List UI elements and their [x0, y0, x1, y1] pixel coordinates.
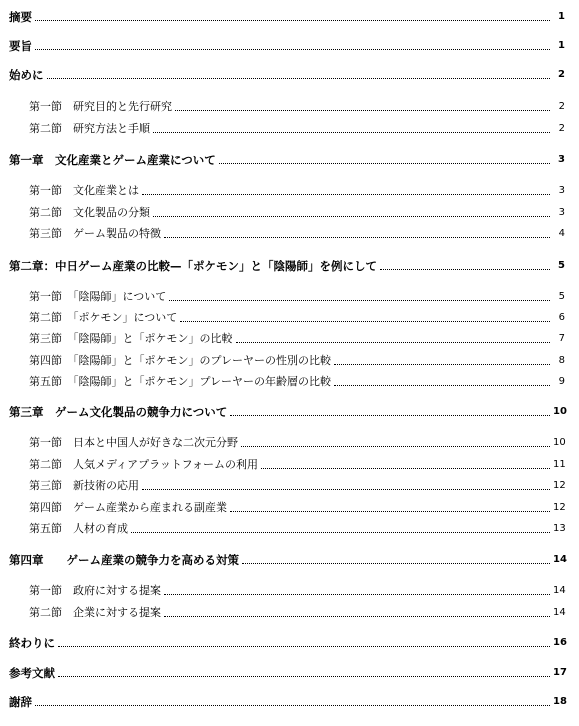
toc-entry-section [0, 221, 579, 241]
dot-leader [169, 300, 550, 301]
toc-entry-title: 第四節 ゲーム産業から産まれる副産業 [29, 501, 227, 514]
dot-leader [241, 446, 550, 447]
toc-entry-chapter-4 [0, 547, 579, 567]
toc-entry-page: 2 [558, 69, 565, 80]
toc-entry-title: 要旨 [9, 39, 32, 53]
toc-entry-conclusion [0, 630, 579, 650]
toc-entry-title: 第五節 人材の育成 [29, 522, 128, 535]
toc-entry-page: 14 [553, 585, 566, 596]
toc-entry-page: 1 [558, 11, 565, 22]
toc-entry-title: 第二章：中日ゲーム産業の比較—「ポケモン」と「陰陽師」を例にして [9, 259, 377, 273]
toc-entry-section [0, 284, 579, 304]
toc-entry-page: 12 [553, 480, 566, 491]
toc-entry-title: 第二節 人気メディアプラットフォームの利用 [29, 458, 259, 471]
toc-entry-title: 終わりに [9, 636, 55, 650]
toc-entry-page: 3 [558, 185, 565, 196]
toc-entry-page: 18 [553, 696, 567, 707]
toc-entry-section [0, 600, 579, 620]
toc-entry-section [0, 578, 579, 598]
dot-leader [242, 563, 550, 564]
toc-entry-title: 第二節 企業に対する提案 [29, 606, 161, 619]
toc-entry-title: 第二節 文化製品の分類 [29, 206, 150, 219]
dot-leader [142, 194, 550, 195]
toc-entry-title: 第一章 文化産業とゲーム産業について [9, 153, 216, 167]
toc-entry-section [0, 430, 579, 450]
toc-entry-section [0, 305, 579, 325]
toc-entry-page: 7 [558, 333, 565, 344]
dot-leader [380, 269, 550, 270]
toc-entry-section [0, 94, 579, 114]
toc-entry-page: 10 [553, 437, 566, 448]
toc-entry-title: 第一節 文化産業とは [29, 184, 139, 197]
toc-entry-section [0, 473, 579, 493]
dot-leader [58, 676, 550, 677]
toc-entry-title: 第四章 ゲーム産業の競争力を高める対策 [9, 553, 239, 567]
dot-leader [153, 216, 550, 217]
toc-entry-page: 14 [553, 607, 566, 618]
toc-entry-title: 摘要 [9, 10, 32, 24]
dot-leader [131, 532, 550, 533]
toc-entry-section [0, 495, 579, 515]
dot-leader [35, 20, 550, 21]
toc-entry-title: 第一節 政府に対する提案 [29, 584, 161, 597]
toc-entry-page: 2 [558, 101, 565, 112]
dot-leader [334, 364, 550, 365]
toc-entry-page: 17 [553, 667, 567, 678]
toc-entry-chapter-3 [0, 399, 579, 419]
toc-entry-section [0, 452, 579, 472]
dot-leader [47, 78, 551, 79]
toc-entry-title: 第四節 「陰陽師」と「ポケモン」のプレーヤーの性別の比較 [29, 354, 332, 367]
dot-leader [261, 468, 550, 469]
dot-leader [180, 321, 550, 322]
toc-entry-title: 第三節 ゲーム製品の特徴 [29, 227, 161, 240]
toc-entry-page: 2 [558, 123, 565, 134]
dot-leader [230, 511, 550, 512]
toc-entry-page: 3 [558, 207, 565, 218]
toc-entry-page: 16 [553, 637, 567, 648]
toc-entry-page: 9 [558, 376, 565, 387]
dot-leader [230, 415, 550, 416]
dot-leader [175, 110, 550, 111]
toc-entry-title: 第三章 ゲーム文化製品の競争力について [9, 405, 228, 419]
dot-leader [35, 49, 550, 50]
toc-entry-section [0, 516, 579, 536]
toc-entry-section [0, 326, 579, 346]
toc-entry-chapter-1 [0, 147, 579, 167]
toc-entry-title: 始めに [9, 68, 44, 82]
toc-entry-title: 第一節 「陰陽師」について [29, 290, 167, 303]
dot-leader [164, 616, 550, 617]
toc-entry-page: 14 [553, 554, 567, 565]
toc-entry-acknowledgements [0, 689, 579, 709]
toc-entry-title: 第三節 新技術の応用 [29, 479, 139, 492]
dot-leader [219, 163, 550, 164]
toc-entry-title: 第五節 「陰陽師」と「ポケモン」プレーヤーの年齢層の比較 [29, 375, 332, 388]
toc-entry-page: 5 [558, 291, 565, 302]
toc-entry-title: 第一節 日本と中国人が好きな二次元分野 [29, 436, 238, 449]
toc-entry-title: 第二節 「ポケモン」について [29, 311, 178, 324]
toc-entry-page: 5 [558, 260, 565, 271]
dot-leader [142, 489, 550, 490]
toc-entry-section [0, 369, 579, 389]
toc-entry-title: 謝辞 [9, 695, 32, 709]
toc-entry-page: 1 [558, 40, 565, 51]
dot-leader [153, 132, 550, 133]
toc-entry-page: 4 [558, 228, 565, 239]
toc-entry-page: 13 [553, 523, 566, 534]
toc-entry-page: 6 [558, 312, 565, 323]
dot-leader [35, 705, 550, 706]
toc-entry-abstract-jp [0, 33, 579, 53]
dot-leader [236, 342, 551, 343]
toc-entry-section [0, 116, 579, 136]
toc-entry-title: 第一節 研究目的と先行研究 [29, 100, 172, 113]
toc-entry-page: 10 [553, 406, 567, 417]
toc-entry-title: 第二節 研究方法と手順 [29, 122, 150, 135]
toc-entry-title: 参考文献 [9, 666, 55, 680]
toc-entry-section [0, 348, 579, 368]
toc-entry-chapter-2 [0, 253, 579, 273]
toc-entry-page: 12 [553, 502, 566, 513]
toc-entry-introduction [0, 62, 579, 82]
toc-entry-references [0, 660, 579, 680]
toc-entry-page: 8 [558, 355, 565, 366]
dot-leader [334, 385, 550, 386]
toc-entry-abstract-cn [0, 4, 579, 24]
toc-entry-section [0, 200, 579, 220]
dot-leader [164, 594, 550, 595]
toc-entry-title: 第三節 「陰陽師」と「ポケモン」の比較 [29, 332, 233, 345]
toc-entry-page: 3 [558, 154, 565, 165]
dot-leader [164, 237, 550, 238]
toc-entry-section [0, 178, 579, 198]
toc-entry-page: 11 [553, 459, 566, 470]
dot-leader [58, 646, 550, 647]
